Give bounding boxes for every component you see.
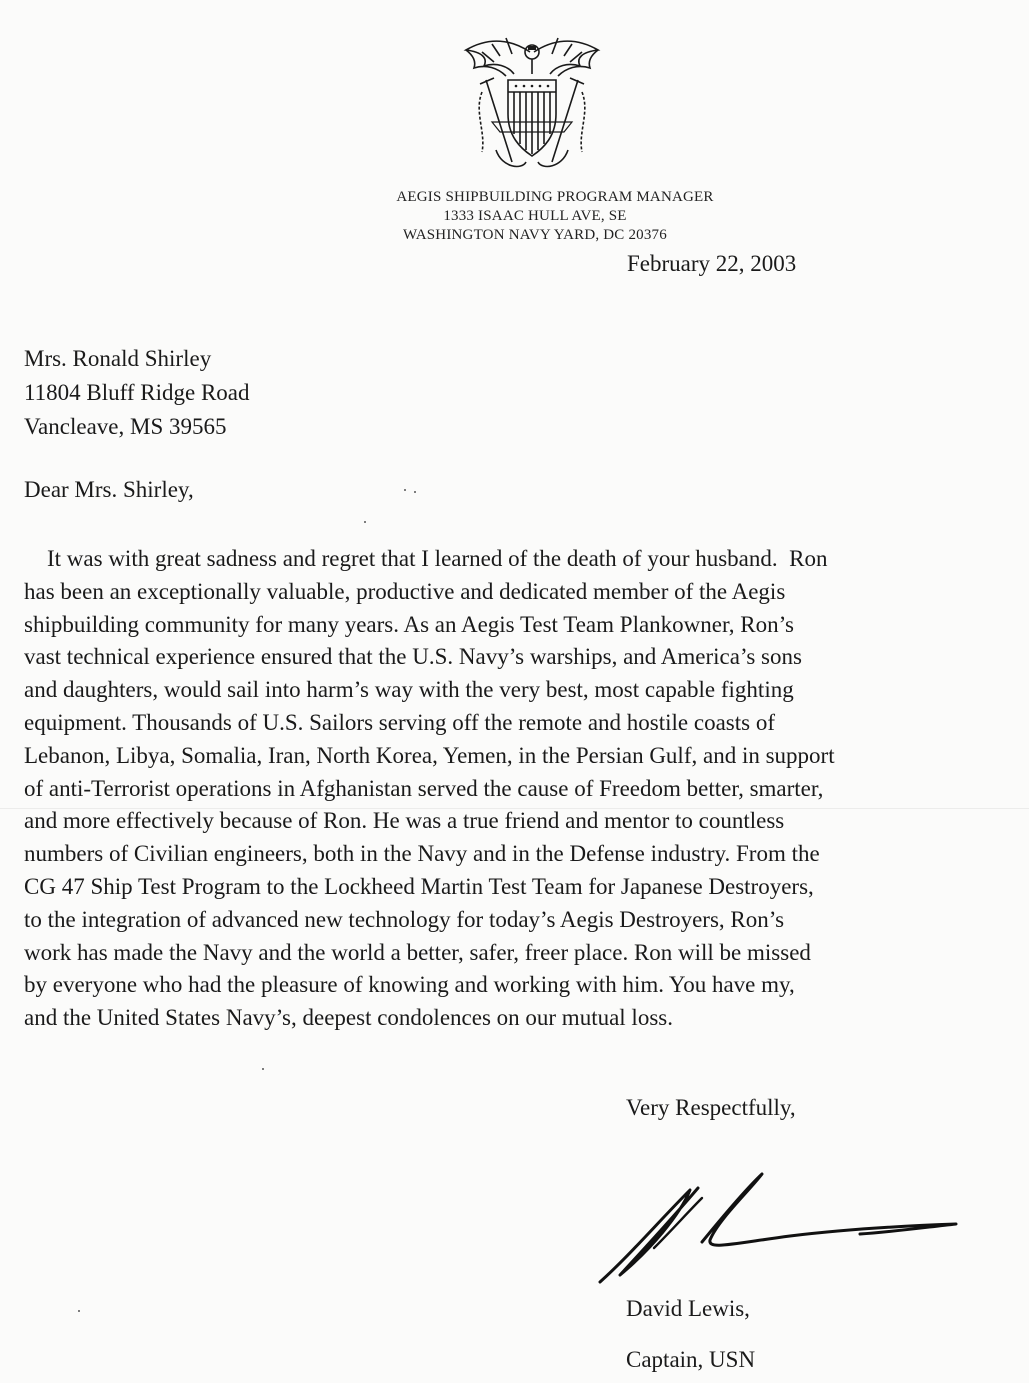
body-line: to the integration of advanced new technology for today’s Aegis Destroyers, Ron’s [24, 906, 785, 932]
scan-speck [364, 521, 366, 523]
body-line: and daughters, would sail into harm’s way with the very best, most capable fighting [24, 677, 794, 703]
letterhead-office: AEGIS SHIPBUILDING PROGRAM MANAGER [396, 189, 714, 205]
recipient-street: 11804 Bluff Ridge Road [24, 380, 250, 405]
letter-date: February 22, 2003 [627, 251, 797, 276]
navy-seal-emblem [452, 22, 612, 182]
scan-speck [78, 1310, 80, 1312]
body-line: and the United States Navy’s, deepest condolences on our mutual loss. [24, 1005, 673, 1031]
letterhead-street: 1333 ISAAC HULL AVE, SE [443, 208, 627, 224]
body-line: It was with great sadness and regret that I learned of the death of your husband. Ron [24, 546, 828, 571]
scan-speck [414, 491, 416, 493]
handwritten-signature [590, 1160, 970, 1290]
scan-speck [404, 489, 406, 491]
body-line: equipment. Thousands of U.S. Sailors serving off the remote and hostile coasts of [24, 709, 776, 735]
signer-name: David Lewis, [626, 1296, 750, 1321]
body-line: shipbuilding community for many years. As an Aegis Test Team Plankowner, Ron’s [24, 611, 794, 637]
body-line: numbers of Civilian engineers, both in the Navy and in the Defense industry. From the [24, 841, 820, 867]
body-line: by everyone who had the pleasure of knowing and working with him. You have my, [24, 972, 795, 998]
scan-speck [262, 1068, 264, 1070]
body-line: of anti-Terrorist operations in Afghanistan served the cause of Freedom better, smarter, [24, 775, 824, 801]
body-line: has been an exceptionally valuable, productive and dedicated member of the Aegis [24, 578, 786, 604]
body-line: work has made the Navy and the world a better, safer, freer place. Ron will be missed [24, 939, 811, 965]
paper-fold-line [0, 808, 1029, 809]
salutation: Dear Mrs. Shirley, [24, 477, 194, 502]
closing: Very Respectfully, [626, 1095, 796, 1120]
letterhead [300, 188, 770, 245]
letterhead-city: WASHINGTON NAVY YARD, DC 20376 [403, 227, 667, 243]
recipient-city: Vancleave, MS 39565 [24, 414, 227, 439]
recipient-address [24, 342, 250, 444]
signer-title: Captain, USN [626, 1347, 756, 1372]
body-line: Lebanon, Libya, Somalia, Iran, North Korea, Yemen, in the Persian Gulf, and in support [24, 742, 835, 768]
body-line: vast technical experience ensured that the U.S. Navy’s warships, and America’s sons [24, 644, 802, 670]
recipient-name: Mrs. Ronald Shirley [24, 346, 212, 371]
body-line: CG 47 Ship Test Program to the Lockheed Martin Test Team for Japanese Destroyers, [24, 873, 814, 899]
letter-body [24, 543, 992, 1035]
body-line: and more effectively because of Ron. He was a true friend and mentor to countless [24, 808, 785, 834]
